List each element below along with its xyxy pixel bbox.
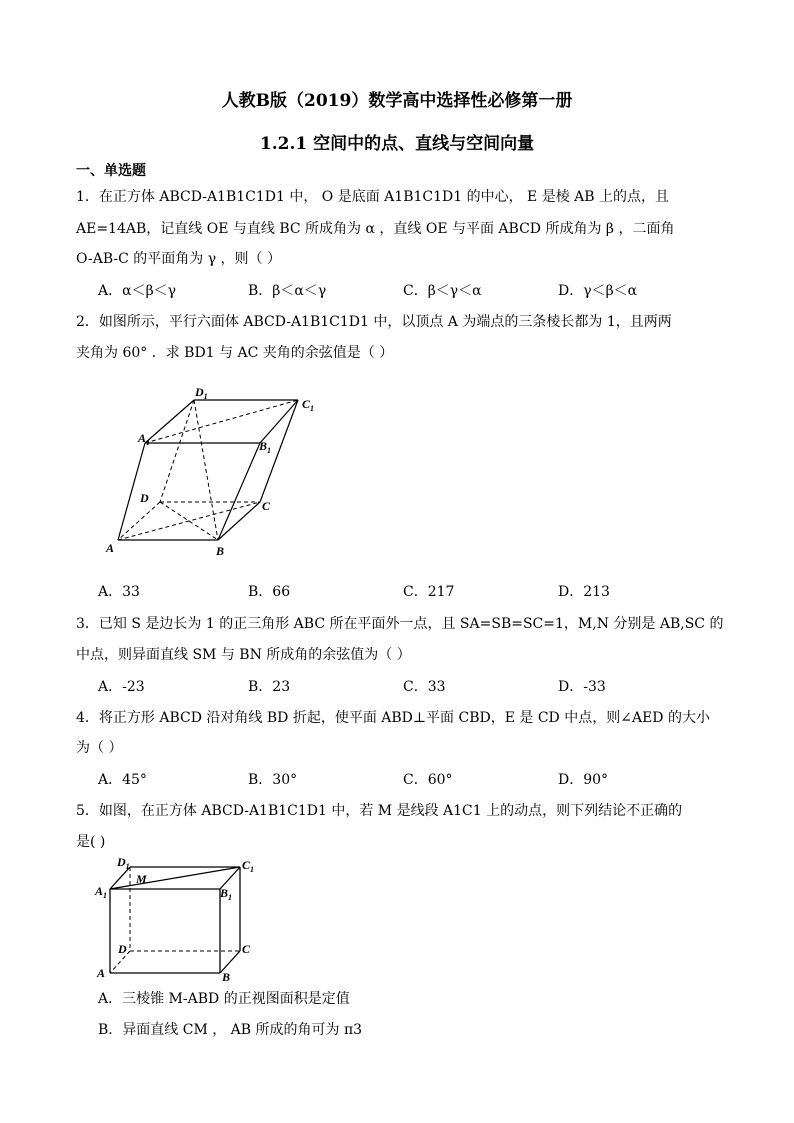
q4-line-2: 为（ ） bbox=[76, 740, 123, 756]
cube-label-A1: $A_1$ bbox=[95, 884, 108, 900]
document-title: 人教B版（2019）数学高中选择性必修第一册 bbox=[221, 91, 573, 111]
label-D: D bbox=[140, 491, 149, 505]
q2-option-c: C．217 bbox=[403, 584, 455, 600]
q1-option-d: D．γ＜β＜α bbox=[558, 283, 638, 299]
q2-line-2: 夹角为 60° ．求 BD1 与 AC 夹角的余弦值是（ ） bbox=[76, 345, 394, 361]
label-A: A bbox=[106, 541, 115, 555]
q2-option-a: A．33 bbox=[98, 584, 140, 600]
q1-line-3: O-AB-C 的平面角为 γ ，则（ ） bbox=[76, 251, 281, 267]
q2-line-1: 2．如图所示，平行六面体 ABCD-A1B1C1D1 中，以顶点 A 为端点的三条棱长都为 1，且两两 bbox=[76, 314, 672, 330]
q3-line-2: 中点，则异面直线 SM 与 BN 所成角的余弦值为（ ） bbox=[76, 647, 411, 663]
q1-line-1: 1．在正方体 ABCD-A1B1C1D1 中， O 是底面 A1B1C1D1 的中心， E 是棱 AB 上的点，且 bbox=[76, 189, 670, 205]
q5-option-b: B．异面直线 CM ， AB 所成的角可为 π3 bbox=[98, 1022, 363, 1038]
cube-figure bbox=[92, 853, 262, 983]
label-C1: $C_1$ bbox=[302, 397, 315, 413]
q5-line-2: 是( ) bbox=[76, 834, 106, 850]
q3-option-a: A．-23 bbox=[98, 679, 145, 695]
q1-line-2: AE=14AB，记直线 OE 与直线 BC 所成角为 α ，直线 OE 与平面 ABCD 所成角为 β ，二面角 bbox=[76, 221, 675, 237]
q2-option-d: D．213 bbox=[558, 584, 610, 600]
cube-label-C: C bbox=[242, 942, 251, 956]
q4-option-a: A．45° bbox=[98, 772, 147, 788]
q3-option-d: D．-33 bbox=[558, 679, 606, 695]
q4-option-d: D．90° bbox=[558, 772, 609, 788]
q1-option-a: A．α＜β＜γ bbox=[98, 283, 177, 299]
label-B1: $B_1$ bbox=[259, 439, 272, 455]
cube-label-D: D bbox=[118, 942, 127, 956]
parallelepiped-figure bbox=[100, 380, 340, 560]
q2-option-b: B．66 bbox=[248, 584, 291, 600]
label-C: C bbox=[262, 499, 271, 513]
cube-label-M: M bbox=[136, 872, 147, 886]
label-D1: $D_1$ bbox=[195, 385, 208, 401]
cube-label-B1: $B_1$ bbox=[220, 886, 233, 902]
q5-option-a: A．三棱锥 M-ABD 的正视图面积是定值 bbox=[98, 991, 350, 1007]
document-subtitle: 1.2.1 空间中的点、直线与空间向量 bbox=[259, 134, 535, 154]
q3-option-b: B．23 bbox=[248, 679, 291, 695]
section-heading: 一、单选题 bbox=[76, 163, 146, 179]
q1-option-c: C．β＜γ＜α bbox=[403, 283, 482, 299]
q4-option-b: B．30° bbox=[248, 772, 298, 788]
cube-label-D1: $D_1$ bbox=[117, 855, 130, 871]
cube-label-A: A bbox=[97, 966, 106, 980]
q3-line-1: 3．已知 S 是边长为 1 的正三角形 ABC 所在平面外一点，且 SA=SB=SC=1，M,N 分别是 AB,SC 的 bbox=[76, 616, 724, 632]
label-B: B bbox=[216, 544, 225, 558]
q3-option-c: C．33 bbox=[403, 679, 446, 695]
cube-label-C1: $C_1$ bbox=[242, 858, 255, 874]
q4-option-c: C．60° bbox=[403, 772, 453, 788]
label-A1: $A_1$ bbox=[138, 431, 151, 447]
q4-line-1: 4．将正方形 ABCD 沿对角线 BD 折起，使平面 ABD⊥平面 CBD，E 是 CD 中点，则∠AED 的大小 bbox=[76, 710, 710, 726]
q5-line-1: 5．如图，在正方体 ABCD-A1B1C1D1 中，若 M 是线段 A1C1 上的动点，则下列结论不正确的 bbox=[76, 803, 683, 819]
q1-option-b: B．β＜α＜γ bbox=[248, 283, 327, 299]
cube-label-B: B bbox=[222, 970, 231, 983]
